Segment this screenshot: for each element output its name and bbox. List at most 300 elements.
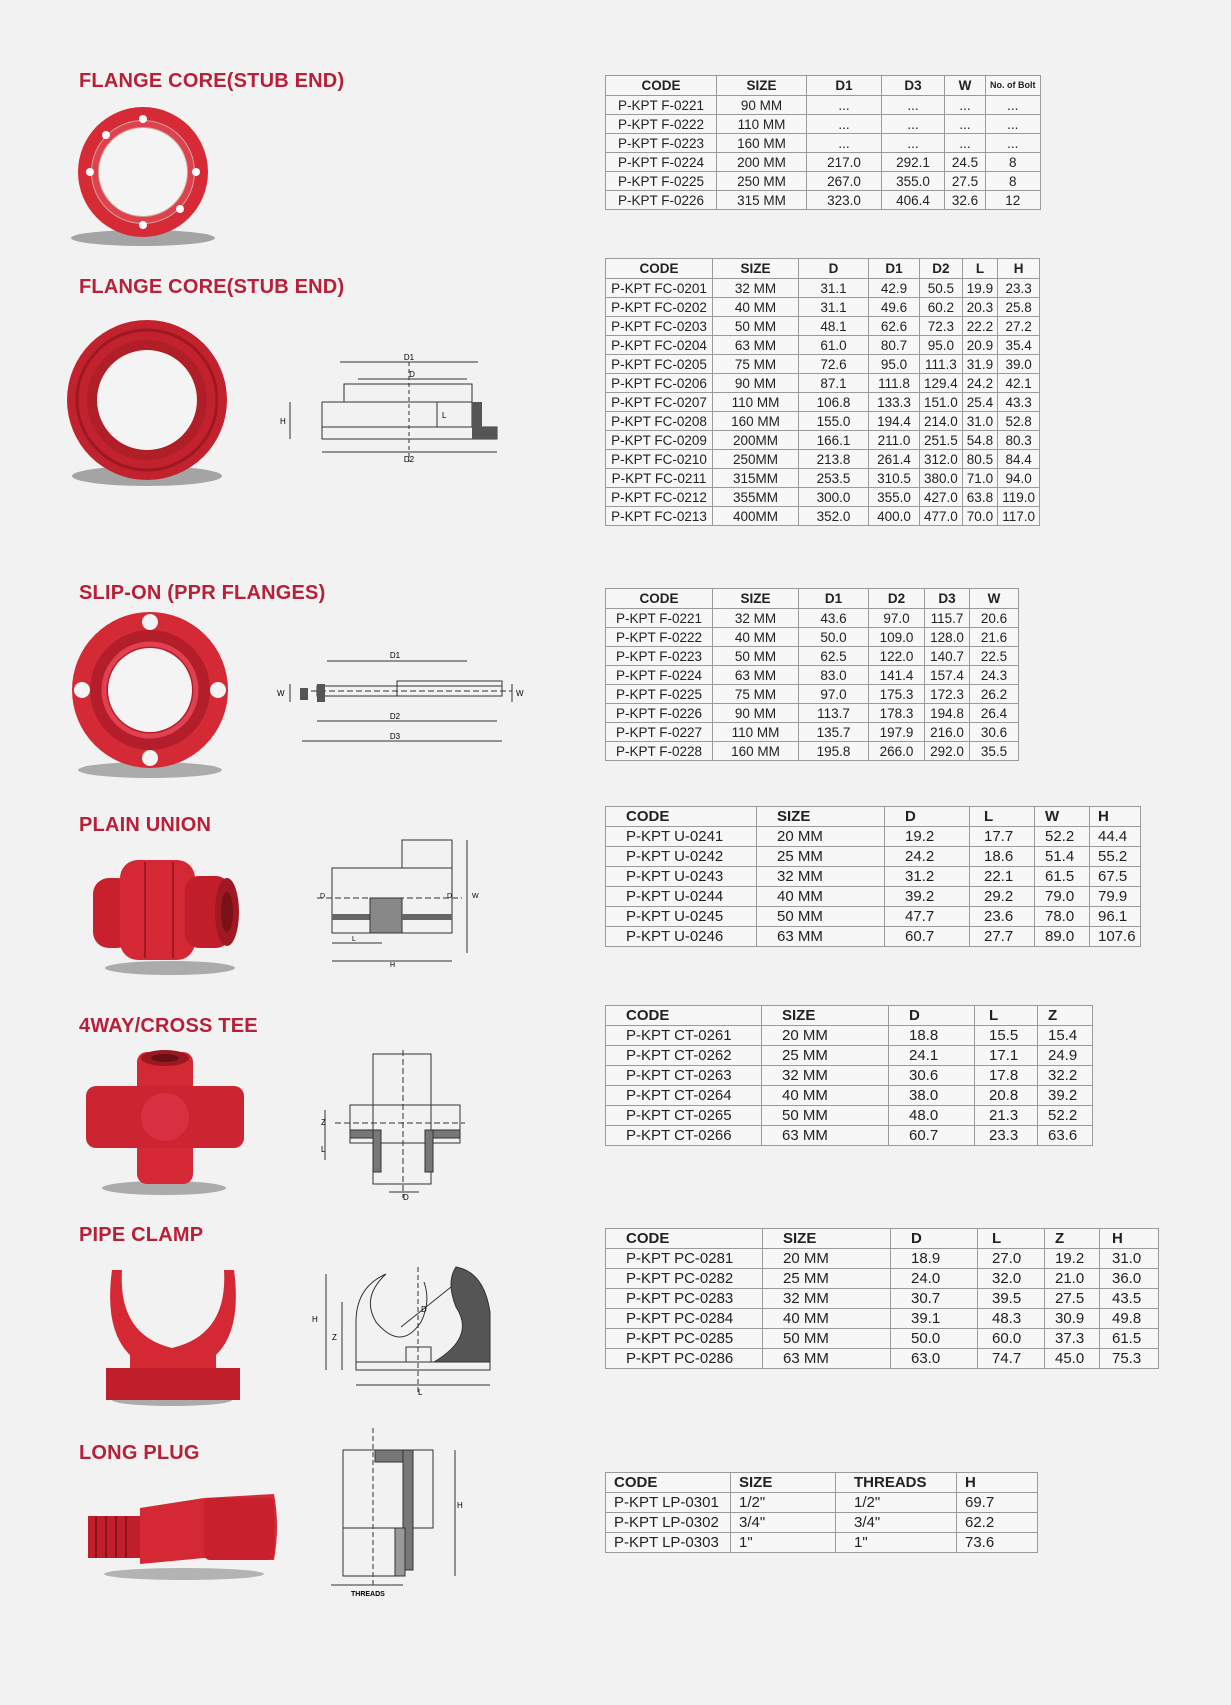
table-cell: 50.0 — [799, 628, 869, 647]
table-row — [606, 666, 1019, 685]
table-cell: 32 MM — [763, 1289, 891, 1309]
table-cell: 72.6 — [799, 355, 869, 374]
col-header: CODE — [606, 76, 717, 96]
table-cell: P-KPT CT-0266 — [606, 1126, 762, 1146]
table-cell: 20 MM — [762, 1026, 889, 1046]
col-header: H — [1100, 1229, 1159, 1249]
table-cell: 63 MM — [713, 666, 799, 685]
table-cell: 113.7 — [799, 704, 869, 723]
table-cell: 427.0 — [920, 488, 963, 507]
col-header: SIZE — [762, 1006, 889, 1026]
table-cell: 26.4 — [970, 704, 1019, 723]
table-cell: ... — [882, 96, 945, 115]
table-cell: P-KPT F-0225 — [606, 172, 717, 191]
diagram-label: Z — [332, 1333, 337, 1342]
table-cell: 75 MM — [713, 685, 799, 704]
table-cell: 20.6 — [970, 609, 1019, 628]
table-cell: P-KPT PC-0285 — [606, 1329, 763, 1349]
table-cross-tee — [605, 1005, 1093, 1146]
table-cell: P-KPT U-0245 — [606, 907, 757, 927]
table-cell: 261.4 — [869, 450, 920, 469]
table-cell: 95.0 — [920, 336, 963, 355]
table-cell: 75.3 — [1100, 1349, 1159, 1369]
table-cell: 141.4 — [869, 666, 925, 685]
table-cell: ... — [945, 134, 986, 153]
table-cell: ... — [986, 96, 1041, 115]
col-header: L — [970, 807, 1035, 827]
table-row — [606, 927, 1141, 947]
table-cell: 90 MM — [717, 96, 807, 115]
table-cell: 27.7 — [970, 927, 1035, 947]
table-cell: 61.5 — [1100, 1329, 1159, 1349]
table-cell: 160 MM — [713, 742, 799, 761]
table-row — [606, 1349, 1159, 1369]
flange-core-image — [55, 318, 245, 493]
table-cell: P-KPT PC-0281 — [606, 1249, 763, 1269]
table-cell: 32 MM — [713, 279, 799, 298]
diagram-label: H — [312, 1315, 318, 1324]
table-cell: P-KPT F-0221 — [606, 96, 717, 115]
table-cell: 1" — [731, 1533, 836, 1553]
diagram-label: H — [390, 962, 396, 969]
table-cell: 43.6 — [799, 609, 869, 628]
table-row — [606, 907, 1141, 927]
slip-on-flange-image — [60, 610, 240, 780]
table-cell: P-KPT F-0223 — [606, 134, 717, 153]
table-row — [606, 431, 1040, 450]
table-cell: 151.0 — [920, 393, 963, 412]
section-title-flange-core-1: FLANGE CORE(STUB END) — [79, 70, 345, 92]
table-cell: P-KPT LP-0302 — [606, 1513, 731, 1533]
table-cell: 97.0 — [869, 609, 925, 628]
table-row — [606, 1046, 1093, 1066]
table-cell: P-KPT F-0225 — [606, 685, 713, 704]
table-cell: 96.1 — [1090, 907, 1141, 927]
table-cell: P-KPT PC-0283 — [606, 1289, 763, 1309]
col-header: L — [978, 1229, 1045, 1249]
table-cell: ... — [945, 96, 986, 115]
table-cell: 50.5 — [920, 279, 963, 298]
table-cell: 48.0 — [889, 1106, 975, 1126]
table-cell: 79.0 — [1035, 887, 1090, 907]
table-flange-core-1 — [605, 75, 1041, 210]
col-header: Z — [1038, 1006, 1093, 1026]
diagram-label: W — [277, 689, 285, 698]
col-header: L — [975, 1006, 1038, 1026]
table-cell: 117.0 — [998, 507, 1040, 526]
diagram-label: W — [516, 689, 524, 698]
table-row — [606, 298, 1040, 317]
table-cell: 21.6 — [970, 628, 1019, 647]
col-header: THREADS — [836, 1473, 957, 1493]
table-cell: 21.3 — [975, 1106, 1038, 1126]
col-header: H — [1090, 807, 1141, 827]
table-cell: 17.8 — [975, 1066, 1038, 1086]
col-header: D1 — [869, 259, 920, 279]
table-cell: 1/2" — [731, 1493, 836, 1513]
table-cell: 42.1 — [998, 374, 1040, 393]
table-row — [606, 1026, 1093, 1046]
col-header: SIZE — [713, 259, 799, 279]
plain-union-image — [85, 848, 255, 978]
table-cell: 50 MM — [757, 907, 885, 927]
table-cell: 61.5 — [1035, 867, 1090, 887]
table-cell: 95.0 — [869, 355, 920, 374]
table-cell: 63 MM — [763, 1349, 891, 1369]
table-cell: 200 MM — [717, 153, 807, 172]
table-cell: 194.8 — [925, 704, 970, 723]
table-cell: 97.0 — [799, 685, 869, 704]
table-cell: P-KPT F-0224 — [606, 666, 713, 685]
col-header: CODE — [606, 1006, 762, 1026]
table-cell: 32.2 — [1038, 1066, 1093, 1086]
table-row — [606, 1513, 1038, 1533]
table-cell: 63 MM — [757, 927, 885, 947]
table-cell: 75 MM — [713, 355, 799, 374]
table-cell: ... — [986, 115, 1041, 134]
table-cell: 115.7 — [925, 609, 970, 628]
table-cell: 40 MM — [762, 1086, 889, 1106]
table-cell: P-KPT LP-0303 — [606, 1533, 731, 1553]
table-cell: 300.0 — [799, 488, 869, 507]
cross-tee-image — [82, 1048, 252, 1198]
table-cell: P-KPT F-0226 — [606, 704, 713, 723]
table-row — [606, 1086, 1093, 1106]
table-cell: 406.4 — [882, 191, 945, 210]
table-flange-core-2 — [605, 258, 1040, 526]
table-cell: 8 — [986, 153, 1041, 172]
table-cell: P-KPT CT-0263 — [606, 1066, 762, 1086]
table-cell: 35.4 — [998, 336, 1040, 355]
col-header: SIZE — [757, 807, 885, 827]
table-cell: 25 MM — [763, 1269, 891, 1289]
table-cell: 21.0 — [1045, 1269, 1100, 1289]
table-cell: 213.8 — [799, 450, 869, 469]
table-cell: P-KPT PC-0284 — [606, 1309, 763, 1329]
table-cell: 17.1 — [975, 1046, 1038, 1066]
table-cell: 87.1 — [799, 374, 869, 393]
table-cell: 50 MM — [763, 1329, 891, 1349]
col-header: D — [885, 807, 970, 827]
table-cell: 3/4" — [731, 1513, 836, 1533]
table-slip-on — [605, 588, 1019, 761]
table-cell: 40 MM — [713, 298, 799, 317]
table-cell: P-KPT CT-0265 — [606, 1106, 762, 1126]
table-cell: 253.5 — [799, 469, 869, 488]
table-cell: P-KPT LP-0301 — [606, 1493, 731, 1513]
table-row — [606, 1329, 1159, 1349]
table-row — [606, 469, 1040, 488]
long-plug-diagram — [325, 1428, 485, 1598]
table-cell: 80.7 — [869, 336, 920, 355]
table-cell: 71.0 — [962, 469, 997, 488]
table-cell: 30.6 — [970, 723, 1019, 742]
section-title-plain-union: PLAIN UNION — [79, 814, 212, 836]
table-cell: 52.2 — [1035, 827, 1090, 847]
table-cell: 24.1 — [889, 1046, 975, 1066]
table-cell: 129.4 — [920, 374, 963, 393]
table-cell: 25.4 — [962, 393, 997, 412]
table-cell: ... — [807, 115, 882, 134]
table-cell: P-KPT FC-0206 — [606, 374, 713, 393]
col-header: No. of Bolt — [986, 76, 1041, 96]
section-title-long-plug: LONG PLUG — [79, 1442, 200, 1464]
table-cell: 50.0 — [891, 1329, 978, 1349]
table-cell: 135.7 — [799, 723, 869, 742]
table-cell: P-KPT U-0241 — [606, 827, 757, 847]
diagram-label: D — [403, 1193, 409, 1202]
table-row — [606, 115, 1041, 134]
table-cell: 25 MM — [762, 1046, 889, 1066]
table-cell: 43.5 — [1100, 1289, 1159, 1309]
table-cell: 31.2 — [885, 867, 970, 887]
table-cell: 195.8 — [799, 742, 869, 761]
table-cell: 36.0 — [1100, 1269, 1159, 1289]
table-cell: ... — [882, 115, 945, 134]
table-cell: 63.8 — [962, 488, 997, 507]
table-cell: 155.0 — [799, 412, 869, 431]
table-cell: 63 MM — [762, 1126, 889, 1146]
table-cell: P-KPT U-0242 — [606, 847, 757, 867]
table-cell: 355MM — [713, 488, 799, 507]
table-row — [606, 1493, 1038, 1513]
table-row — [606, 279, 1040, 298]
col-header: H — [957, 1473, 1038, 1493]
section-title-flange-core-2: FLANGE CORE(STUB END) — [79, 276, 345, 298]
table-cell: 18.6 — [970, 847, 1035, 867]
table-cell: P-KPT PC-0282 — [606, 1269, 763, 1289]
table-cell: 55.2 — [1090, 847, 1141, 867]
table-cell: 35.5 — [970, 742, 1019, 761]
table-cell: 20 MM — [763, 1249, 891, 1269]
table-cell: 292.0 — [925, 742, 970, 761]
table-row — [606, 134, 1041, 153]
table-cell: 80.5 — [962, 450, 997, 469]
pipe-clamp-diagram — [306, 1262, 506, 1397]
table-cell: 49.8 — [1100, 1309, 1159, 1329]
table-cell: 94.0 — [998, 469, 1040, 488]
table-cell: 18.9 — [891, 1249, 978, 1269]
col-header: D3 — [882, 76, 945, 96]
table-cell: 8 — [986, 172, 1041, 191]
table-cell: 31.9 — [962, 355, 997, 374]
table-cell: 51.4 — [1035, 847, 1090, 867]
diagram-label: L — [442, 411, 447, 420]
table-cell: 60.2 — [920, 298, 963, 317]
table-cell: ... — [807, 134, 882, 153]
table-cell: P-KPT PC-0286 — [606, 1349, 763, 1369]
table-row — [606, 827, 1141, 847]
table-cell: 12 — [986, 191, 1041, 210]
table-cell: 89.0 — [1035, 927, 1090, 947]
table-cell: 37.3 — [1045, 1329, 1100, 1349]
table-cell: 27.2 — [998, 317, 1040, 336]
table-cell: 40 MM — [763, 1309, 891, 1329]
table-cell: P-KPT FC-0213 — [606, 507, 713, 526]
table-cell: 128.0 — [925, 628, 970, 647]
table-row — [606, 96, 1041, 115]
table-cell: 400.0 — [869, 507, 920, 526]
table-cell: 84.4 — [998, 450, 1040, 469]
col-header: SIZE — [717, 76, 807, 96]
table-cell: P-KPT FC-0207 — [606, 393, 713, 412]
table-cell: 178.3 — [869, 704, 925, 723]
diagram-label: D1 — [403, 353, 415, 362]
col-header: CODE — [606, 1229, 763, 1249]
table-cell: 3/4" — [836, 1513, 957, 1533]
table-cell: 70.0 — [962, 507, 997, 526]
table-cell: 50 MM — [713, 647, 799, 666]
flange-ring-image — [58, 100, 228, 250]
table-row — [606, 1066, 1093, 1086]
col-header: SIZE — [731, 1473, 836, 1493]
table-row — [606, 1106, 1093, 1126]
table-cell: 19.2 — [1045, 1249, 1100, 1269]
diagram-label: H — [457, 1501, 463, 1510]
table-row — [606, 685, 1019, 704]
col-header: H — [998, 259, 1040, 279]
col-header: D3 — [925, 589, 970, 609]
table-cell: 31.0 — [962, 412, 997, 431]
table-cell: 43.3 — [998, 393, 1040, 412]
diagram-label: L — [352, 936, 356, 943]
table-cell: 250MM — [713, 450, 799, 469]
table-cell: 15.5 — [975, 1026, 1038, 1046]
table-row — [606, 723, 1019, 742]
table-cell: 26.2 — [970, 685, 1019, 704]
table-cell: P-KPT F-0227 — [606, 723, 713, 742]
table-cell: 60.7 — [889, 1126, 975, 1146]
table-cell: 110 MM — [717, 115, 807, 134]
table-row — [606, 393, 1040, 412]
table-cell: 22.5 — [970, 647, 1019, 666]
table-cell: 25.8 — [998, 298, 1040, 317]
table-cell: 19.2 — [885, 827, 970, 847]
table-cell: 23.6 — [970, 907, 1035, 927]
table-cell: 315 MM — [717, 191, 807, 210]
section-title-slip-on: SLIP-ON (PPR FLANGES) — [79, 582, 326, 604]
table-cell: 29.2 — [970, 887, 1035, 907]
table-cell: 194.4 — [869, 412, 920, 431]
col-header: SIZE — [713, 589, 799, 609]
table-cell: 52.2 — [1038, 1106, 1093, 1126]
table-cell: 1" — [836, 1533, 957, 1553]
table-cell: 32.0 — [978, 1269, 1045, 1289]
table-cell: 32 MM — [757, 867, 885, 887]
table-row — [606, 317, 1040, 336]
table-cell: 106.8 — [799, 393, 869, 412]
table-cell: ... — [807, 96, 882, 115]
table-cell: 23.3 — [998, 279, 1040, 298]
table-cell: 166.1 — [799, 431, 869, 450]
diagram-label: H — [280, 417, 286, 426]
table-cell: 211.0 — [869, 431, 920, 450]
table-cell: 24.3 — [970, 666, 1019, 685]
table-cell: 355.0 — [882, 172, 945, 191]
diagram-label: Z — [321, 1118, 326, 1127]
diagram-label: D — [421, 1305, 427, 1314]
table-cell: 20.8 — [975, 1086, 1038, 1106]
table-cell: 200MM — [713, 431, 799, 450]
table-cell: 197.9 — [869, 723, 925, 742]
table-cell: 24.2 — [962, 374, 997, 393]
table-row — [606, 355, 1040, 374]
table-cell: 19.9 — [962, 279, 997, 298]
table-cell: 18.8 — [889, 1026, 975, 1046]
table-cell: 32 MM — [713, 609, 799, 628]
table-cell: 172.3 — [925, 685, 970, 704]
table-row — [606, 488, 1040, 507]
table-cell: 39.2 — [885, 887, 970, 907]
table-row — [606, 172, 1041, 191]
table-cell: 83.0 — [799, 666, 869, 685]
table-cell: 31.0 — [1100, 1249, 1159, 1269]
table-cell: 63.0 — [891, 1349, 978, 1369]
table-cell: 80.3 — [998, 431, 1040, 450]
table-cell: 352.0 — [799, 507, 869, 526]
table-cell: 355.0 — [869, 488, 920, 507]
table-cell: 63.6 — [1038, 1126, 1093, 1146]
col-header: D2 — [869, 589, 925, 609]
table-cell: 24.2 — [885, 847, 970, 867]
col-header: D — [889, 1006, 975, 1026]
table-row — [606, 1126, 1093, 1146]
table-cell: 119.0 — [998, 488, 1040, 507]
table-cell: 60.7 — [885, 927, 970, 947]
table-cell: 157.4 — [925, 666, 970, 685]
table-cell: 20.9 — [962, 336, 997, 355]
diagram-label: D — [320, 893, 326, 900]
table-cell: 111.3 — [920, 355, 963, 374]
table-cell: 175.3 — [869, 685, 925, 704]
table-row — [606, 1269, 1159, 1289]
table-cell: P-KPT FC-0209 — [606, 431, 713, 450]
table-cell: 24.5 — [945, 153, 986, 172]
table-cell: 60.0 — [978, 1329, 1045, 1349]
col-header: Z — [1045, 1229, 1100, 1249]
table-cell: 72.3 — [920, 317, 963, 336]
table-cell: 22.1 — [970, 867, 1035, 887]
table-cell: 39.1 — [891, 1309, 978, 1329]
table-cell: 110 MM — [713, 723, 799, 742]
table-cell: 30.6 — [889, 1066, 975, 1086]
table-cell: 109.0 — [869, 628, 925, 647]
table-cell: 250 MM — [717, 172, 807, 191]
table-cell: 17.7 — [970, 827, 1035, 847]
table-cell: 63 MM — [713, 336, 799, 355]
table-cell: 477.0 — [920, 507, 963, 526]
table-cell: P-KPT F-0224 — [606, 153, 717, 172]
diagram-label: THREADS — [351, 1591, 385, 1598]
table-cell: 27.0 — [978, 1249, 1045, 1269]
table-cell: P-KPT FC-0202 — [606, 298, 713, 317]
col-header: D2 — [920, 259, 963, 279]
table-pipe-clamp — [605, 1228, 1159, 1369]
table-row — [606, 742, 1019, 761]
table-cell: 266.0 — [869, 742, 925, 761]
table-cell: P-KPT F-0226 — [606, 191, 717, 210]
table-cell: 160 MM — [717, 134, 807, 153]
table-cell: 74.7 — [978, 1349, 1045, 1369]
diagram-label: D2 — [403, 455, 415, 464]
table-cell: P-KPT FC-0205 — [606, 355, 713, 374]
table-cell: 20.3 — [962, 298, 997, 317]
plain-union-diagram — [312, 838, 492, 968]
table-cell: 27.5 — [1045, 1289, 1100, 1309]
table-cell: 40 MM — [713, 628, 799, 647]
table-cell: 312.0 — [920, 450, 963, 469]
table-plain-union — [605, 806, 1141, 947]
